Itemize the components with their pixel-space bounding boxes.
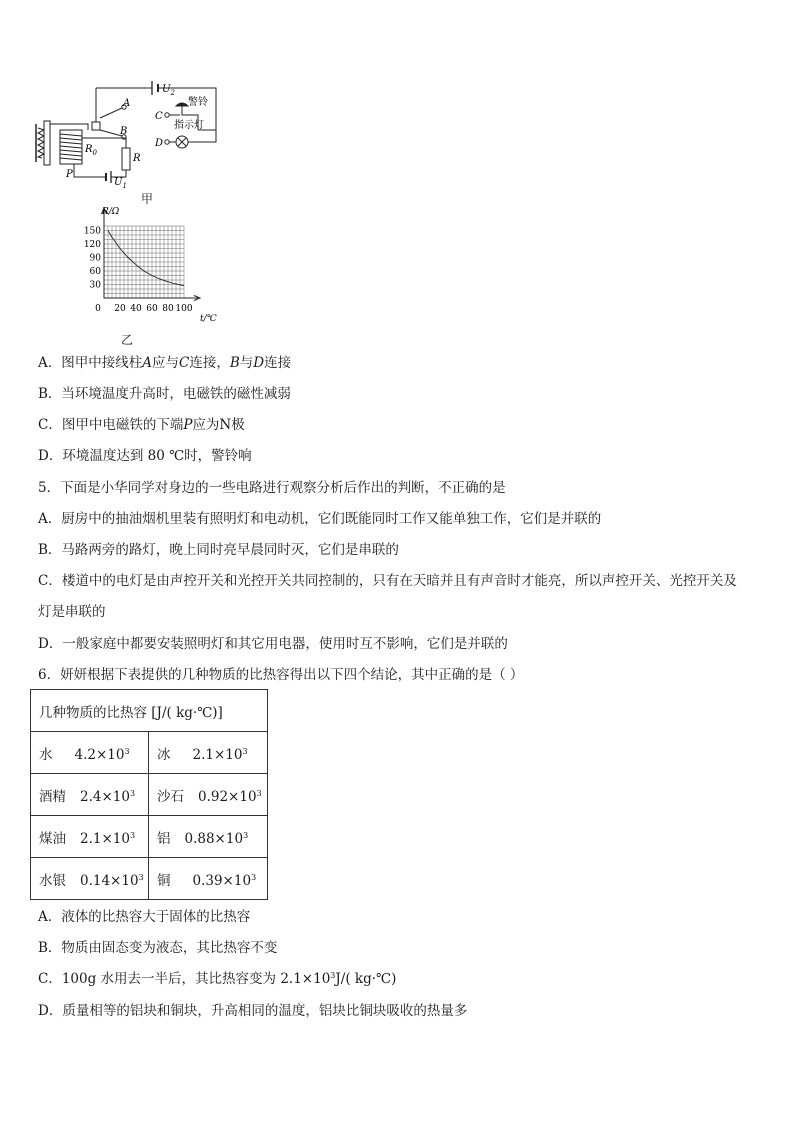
x-tick-label: 100 xyxy=(175,304,193,314)
p-label: P xyxy=(66,169,73,180)
alarm-label: 警铃 xyxy=(188,97,208,108)
q5-option-a: A．厨房中的抽油烟机里装有照明灯和电动机，它们既能同时工作又能单独工作，它们是并联的 xyxy=(38,511,602,527)
lamp-label: 指示灯 xyxy=(174,120,204,131)
table-row: 煤油 $2.1\times 10^3$ 铝 $0.88\times 10^3$ xyxy=(31,816,268,858)
x-tick-label: 40 xyxy=(130,304,142,314)
q4-option-a: A．图甲中接线柱A应与C连接，B与D连接 xyxy=(38,355,292,371)
terminal-a-label: A xyxy=(123,98,131,109)
y-axis-label: R/Ω xyxy=(102,207,120,217)
x-tick-label: 0 xyxy=(95,304,101,314)
q4-option-d: D．环境温度达到 80 ℃时，警铃响 xyxy=(38,448,252,464)
figure-yi-caption: 乙 xyxy=(121,333,134,347)
terminal-b-label: B xyxy=(120,126,128,137)
q5-option-c-line1: C．楼道中的电灯是由声控开关和光控开关共同控制的，只有在天暗并且有声音时才能亮，所以声控开关、光控开关及 xyxy=(38,573,737,589)
figure-jia-caption: 甲 xyxy=(141,192,154,206)
r0-label: $R_0$ xyxy=(85,144,97,157)
q6-option-a: A．液体的比热容大于固体的比热容 xyxy=(38,909,251,925)
terminal-d-label: D xyxy=(155,138,164,149)
q4-option-c: C．图甲中电磁铁的下端P应为N极 xyxy=(38,417,245,433)
resistance-temperature-chart xyxy=(80,204,230,324)
q5-option-b: B．马路两旁的路灯，晚上同时亮早晨同时灭，它们是串联的 xyxy=(38,542,399,558)
x-tick-label: 20 xyxy=(114,304,126,314)
r-label: R xyxy=(133,153,141,164)
y-tick-label: 60 xyxy=(89,267,101,277)
q6-option-c: C．100g 水用去一半后，其比热容变为 $2.1\times 10^3J/$( kg·℃) xyxy=(38,971,397,987)
q5-stem: 5．下面是小华同学对身边的一些电路进行观察分析后作出的判断，不正确的是 xyxy=(38,480,506,496)
q5-option-d: D．一般家庭中都要安装照明灯和其它用电器，使用时互不影响，它们是并联的 xyxy=(38,636,508,652)
table-row: 水银 $0.14\times 10^3$ 铜 $0.39\times 10^3$ xyxy=(31,858,268,900)
x-axis-label: t/℃ xyxy=(200,314,217,324)
circuit-diagram xyxy=(30,76,230,188)
specific-heat-table xyxy=(30,689,268,900)
x-tick-label: 80 xyxy=(162,304,174,314)
table-header: 几种物质的比热容 [J/( kg·℃)] xyxy=(31,690,268,732)
q6-option-d: D．质量相等的铝块和铜块，升高相同的温度，铝块比铜块吸收的热量多 xyxy=(38,1003,468,1019)
y-tick-label: 150 xyxy=(83,226,101,237)
u1-label: $U_1$ xyxy=(114,177,127,188)
resistance-curve xyxy=(108,231,184,286)
q5-option-c-line2: 灯是串联的 xyxy=(38,604,106,620)
table-row: 酒精 $2.4\times 10^3$ 沙石 $0.92\times 10^3$ xyxy=(31,774,268,816)
q6-option-b: B．物质由固态变为液态，其比热容不变 xyxy=(38,940,278,956)
terminal-c-label: C xyxy=(155,111,163,122)
q6-stem: 6．妍妍根据下表提供的几种物质的比热容得出以下四个结论，其中正确的是（ ） xyxy=(38,667,524,683)
table-row: 水 $4.2\times 10^3$ 冰 $2.1\times 10^3$ xyxy=(31,732,268,774)
y-tick-label: 120 xyxy=(83,240,101,250)
x-tick-label: 60 xyxy=(146,304,158,314)
u2-label: $U_2$ xyxy=(162,84,175,97)
q4-option-b: B．当环境温度升高时，电磁铁的磁性减弱 xyxy=(38,386,291,402)
y-tick-label: 30 xyxy=(89,280,101,291)
y-tick-label: 90 xyxy=(89,253,101,264)
